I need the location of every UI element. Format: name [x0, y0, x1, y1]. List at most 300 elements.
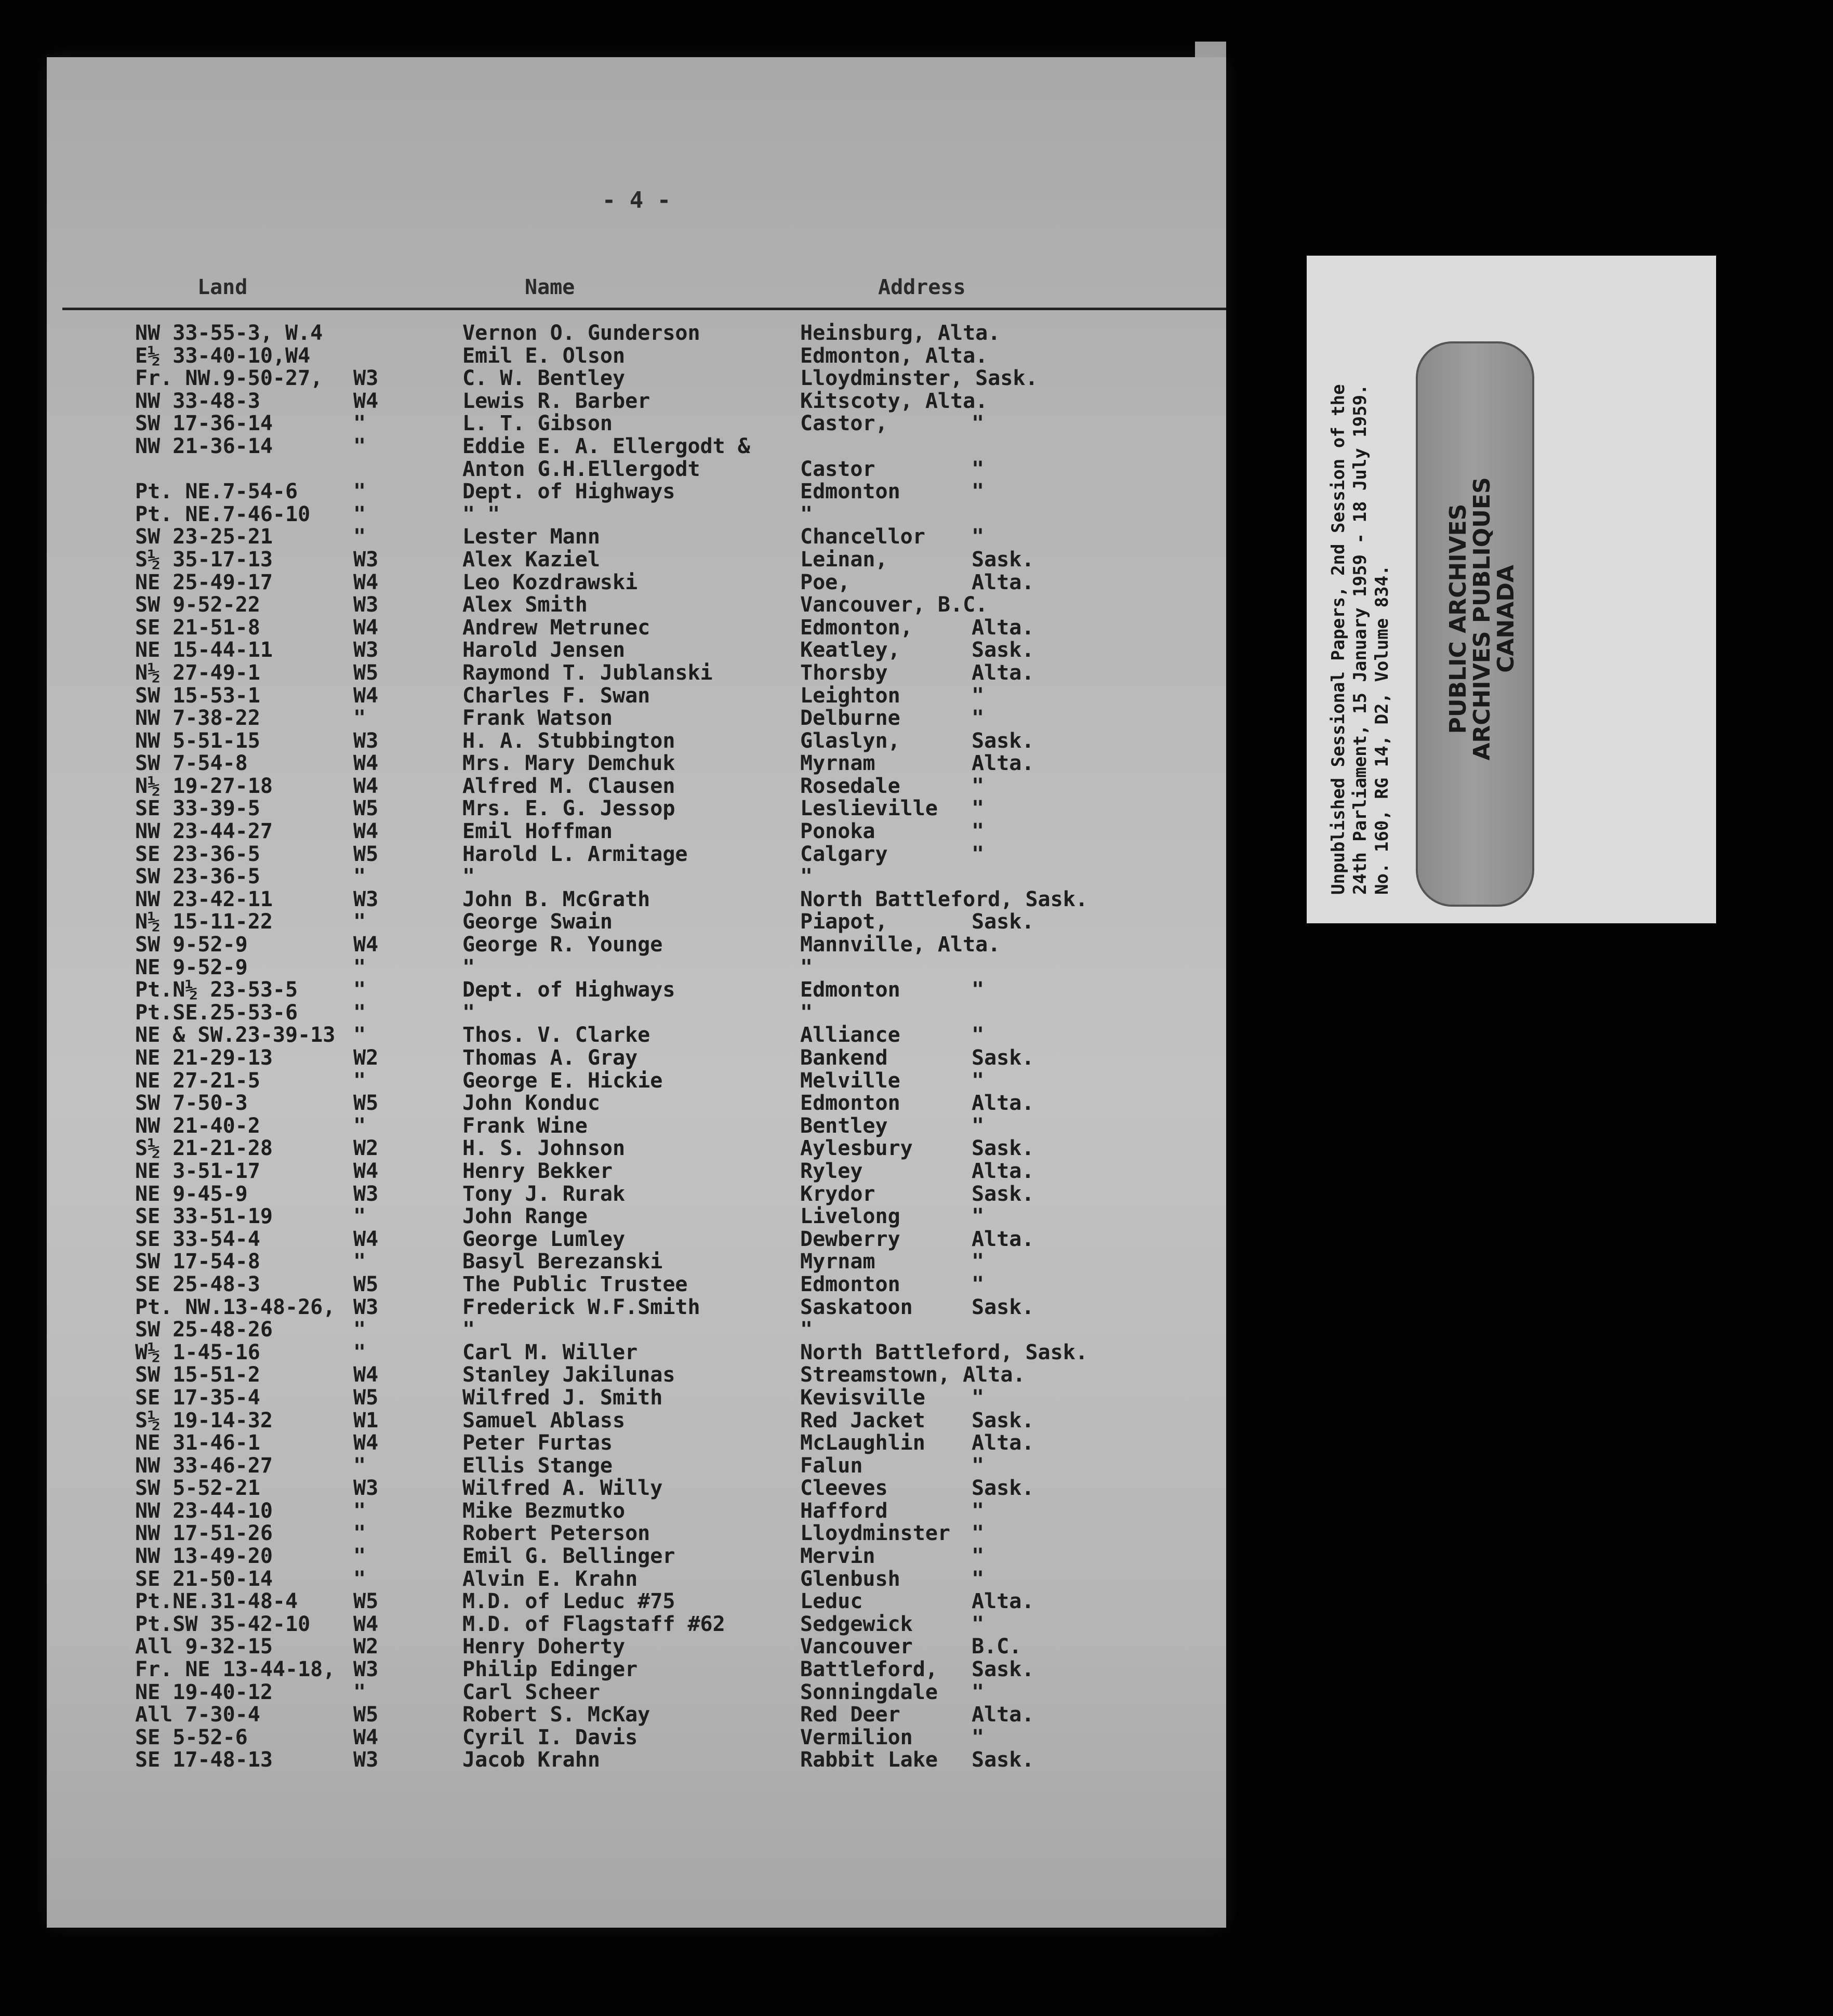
table-row [47, 662, 1226, 685]
land-cell: SE 17-48-13 [135, 1748, 273, 1772]
land-cell: Pt.SW 35-42-10 [135, 1612, 311, 1636]
address-cell: Falun [800, 1453, 863, 1478]
province-cell: " [972, 978, 985, 1002]
meridian-cell: W3 [353, 547, 379, 572]
address-cell: Edmonton, Alta. [800, 343, 988, 368]
meridian-cell: W3 [353, 638, 379, 662]
address-cell: North Battleford, Sask. [800, 1340, 1088, 1364]
name-cell: Ellis Stange [462, 1453, 613, 1478]
province-cell: " [972, 1498, 985, 1523]
name-cell: C. W. Bentley [462, 366, 626, 391]
table-row [47, 1296, 1226, 1319]
meridian-cell: W4 [353, 1612, 379, 1636]
address-cell: Edmonton [800, 480, 900, 504]
land-cell: E½ 33-40-10,W4 [135, 343, 311, 368]
meridian-cell: " [353, 1498, 366, 1523]
meridian-cell: " [353, 434, 366, 458]
meridian-cell: W5 [353, 797, 379, 821]
table-row [47, 685, 1226, 708]
meridian-cell: W4 [353, 1431, 379, 1455]
address-cell: Alliance [800, 1023, 900, 1047]
table-row [47, 1659, 1226, 1681]
province-cell: " [972, 1680, 985, 1704]
name-cell: George Swain [462, 910, 613, 934]
address-cell: Ponoka [800, 819, 875, 844]
meridian-cell: " [353, 502, 366, 526]
label-line: Unpublished Sessional Papers, 2nd Session of the [1328, 384, 1349, 895]
province-cell: Sask. [972, 728, 1034, 753]
province-cell: " [972, 480, 985, 504]
name-cell: Anton G.H.Ellergodt [462, 457, 700, 481]
land-cell: Pt.SE.25-53-6 [135, 1000, 298, 1025]
land-cell: SE 33-51-19 [135, 1204, 273, 1229]
meridian-cell: W3 [353, 1748, 379, 1772]
name-cell: H. S. Johnson [462, 1136, 626, 1161]
meridian-cell: " [353, 480, 366, 504]
land-cell: SW 17-36-14 [135, 412, 273, 436]
name-cell: Emil E. Olson [462, 343, 626, 368]
table-row [47, 1047, 1226, 1070]
table-row [47, 1070, 1226, 1093]
name-cell: Mrs. Mary Demchuk [462, 751, 675, 776]
table-row [47, 1432, 1226, 1455]
land-cell: NW 13-49-20 [135, 1544, 273, 1569]
address-cell: Vancouver, B.C. [800, 593, 988, 617]
name-cell: Vernon O. Gunderson [462, 321, 700, 345]
meridian-cell: " [353, 525, 366, 549]
province-cell: Alta. [972, 1091, 1034, 1116]
address-cell: Bentley [800, 1113, 888, 1138]
land-cell: Pt. NE.7-54-6 [135, 480, 298, 504]
table-row [47, 1205, 1226, 1228]
address-cell: Lloydminster, Sask. [800, 366, 1038, 391]
table-row [47, 1522, 1226, 1545]
header-address: Address [878, 275, 966, 299]
meridian-cell: " [353, 1113, 366, 1138]
land-cell: Pt. NW.13-48-26, [135, 1295, 336, 1319]
address-cell: Dewberry [800, 1227, 900, 1251]
address-cell: " [800, 502, 813, 526]
stamp-line: PUBLIC ARCHIVES [1445, 503, 1471, 734]
table-row [47, 1681, 1226, 1704]
address-cell: Leslieville [800, 797, 938, 821]
meridian-cell: " [353, 1544, 366, 1569]
table-row [47, 1251, 1226, 1274]
name-cell: M.D. of Leduc #75 [462, 1589, 675, 1614]
table-row [47, 1568, 1226, 1591]
land-cell: Fr. NE 13-44-18, [135, 1657, 336, 1682]
meridian-cell: " [353, 1680, 366, 1704]
land-cell: SE 5-52-6 [135, 1725, 248, 1749]
address-cell: Glenbush [800, 1567, 900, 1591]
province-cell: Alta. [972, 751, 1034, 776]
meridian-cell: " [353, 978, 366, 1002]
address-cell: Kevisville [800, 1385, 925, 1410]
province-cell: " [972, 706, 985, 731]
name-cell: John Konduc [462, 1091, 600, 1116]
land-cell: NE & SW.23-39-13 [135, 1023, 336, 1047]
land-cell: SW 23-25-21 [135, 525, 273, 549]
name-cell: Carl Scheer [462, 1680, 600, 1704]
province-cell: Sask. [972, 1295, 1034, 1319]
land-cell: SE 17-35-4 [135, 1385, 260, 1410]
land-cell: NW 21-36-14 [135, 434, 273, 458]
province-cell: Alta. [972, 660, 1034, 685]
meridian-cell: W3 [353, 366, 379, 391]
table-row [47, 1160, 1226, 1183]
name-cell: Jacob Krahn [462, 1748, 600, 1772]
name-cell: Wilfred J. Smith [462, 1385, 663, 1410]
table-row [47, 911, 1226, 934]
address-cell: Vermilion [800, 1725, 913, 1749]
meridian-cell: W4 [353, 774, 379, 798]
table-row [47, 1613, 1226, 1636]
province-cell: " [972, 412, 985, 436]
province-cell: " [972, 842, 985, 866]
meridian-cell: W2 [353, 1046, 379, 1070]
archive-label-card [1307, 256, 1716, 923]
name-cell: Stanley Jakilunas [462, 1363, 675, 1387]
meridian-cell: " [353, 1453, 366, 1478]
meridian-cell: W4 [353, 389, 379, 413]
name-cell: Cyril I. Davis [462, 1725, 638, 1749]
province-cell: " [972, 797, 985, 821]
meridian-cell: W5 [353, 842, 379, 866]
land-cell: NW 7-38-22 [135, 706, 260, 731]
name-cell: Frank Watson [462, 706, 613, 731]
land-cell: NE 27-21-5 [135, 1068, 260, 1093]
name-cell: Lester Mann [462, 525, 600, 549]
province-cell: Sask. [972, 1476, 1034, 1501]
land-cell: NE 19-40-12 [135, 1680, 273, 1704]
address-cell: Chancellor [800, 525, 925, 549]
land-cell: SW 9-52-22 [135, 593, 260, 617]
name-cell: " " [462, 502, 500, 526]
name-cell: Henry Doherty [462, 1635, 626, 1659]
land-cell: NW 23-42-11 [135, 887, 273, 911]
address-cell: Thorsby [800, 660, 888, 685]
province-cell: " [972, 1612, 985, 1636]
province-cell: " [972, 683, 985, 708]
address-cell: Sedgewick [800, 1612, 913, 1636]
name-cell: Samuel Ablass [462, 1408, 626, 1433]
address-cell: Heinsburg, Alta. [800, 321, 1001, 345]
name-cell: George Lumley [462, 1227, 626, 1251]
address-cell: Saskatoon [800, 1295, 913, 1319]
land-cell: SW 5-52-21 [135, 1476, 260, 1501]
province-cell: Sask. [972, 547, 1034, 572]
table-row [47, 820, 1226, 843]
table-row [47, 1590, 1226, 1613]
meridian-cell: W2 [353, 1635, 379, 1659]
meridian-cell: W3 [353, 1476, 379, 1501]
name-cell: Charles F. Swan [462, 683, 650, 708]
meridian-cell: W4 [353, 570, 379, 594]
address-cell: Myrnam [800, 1250, 875, 1274]
province-cell: " [972, 1385, 985, 1410]
land-cell: NE 25-49-17 [135, 570, 273, 594]
address-cell: Calgary [800, 842, 888, 866]
name-cell: Leo Kozdrawski [462, 570, 638, 594]
meridian-cell: " [353, 1340, 366, 1364]
province-cell: " [972, 1204, 985, 1229]
table-row [47, 934, 1226, 957]
address-cell: Hafford [800, 1498, 888, 1523]
land-cell: Pt. NE.7-46-10 [135, 502, 311, 526]
name-cell: Alex Kaziel [462, 547, 600, 572]
name-cell: John Range [462, 1204, 588, 1229]
land-cell: SE 23-36-5 [135, 842, 260, 866]
table-row [47, 1364, 1226, 1387]
land-table [47, 322, 1226, 1772]
land-cell: Pt.N½ 23-53-5 [135, 978, 298, 1002]
table-row [47, 435, 1226, 458]
land-cell: Pt.NE.31-48-4 [135, 1589, 298, 1614]
name-cell: Frank Wine [462, 1113, 588, 1138]
table-row [47, 1500, 1226, 1523]
meridian-cell: W3 [353, 1182, 379, 1206]
land-cell: NW 23-44-27 [135, 819, 273, 844]
land-cell: NW 5-51-15 [135, 728, 260, 753]
meridian-cell: W4 [353, 1159, 379, 1183]
table-row [47, 1749, 1226, 1772]
address-cell: Edmonton [800, 1272, 900, 1296]
land-cell: NE 21-29-13 [135, 1046, 273, 1070]
name-cell: Wilfred A. Willy [462, 1476, 663, 1501]
table-row [47, 1727, 1226, 1749]
name-cell: The Public Trustee [462, 1272, 688, 1296]
land-cell: SW 7-50-3 [135, 1091, 248, 1116]
name-cell: Alfred M. Clausen [462, 774, 675, 798]
address-cell: Mervin [800, 1544, 875, 1569]
address-cell: Livelong [800, 1204, 900, 1229]
table-row [47, 1410, 1226, 1433]
address-cell: North Battleford, Sask. [800, 887, 1088, 911]
name-cell: Alvin E. Krahn [462, 1567, 638, 1591]
table-row [47, 979, 1226, 1002]
name-cell: Dept. of Highways [462, 480, 675, 504]
province-cell: Sask. [972, 1136, 1034, 1161]
name-cell: John B. McGrath [462, 887, 650, 911]
land-cell: NW 33-48-3 [135, 389, 260, 413]
land-cell: S½ 21-21-28 [135, 1136, 273, 1161]
table-row [47, 1342, 1226, 1364]
land-cell: S½ 35-17-13 [135, 547, 273, 572]
land-cell: SW 17-54-8 [135, 1250, 260, 1274]
name-cell: George R. Younge [462, 933, 663, 957]
name-cell: Mike Bezmutko [462, 1498, 626, 1523]
province-cell: " [972, 457, 985, 481]
meridian-cell: W5 [353, 1385, 379, 1410]
meridian-cell: " [353, 1204, 366, 1229]
land-cell: SE 25-48-3 [135, 1272, 260, 1296]
address-cell: Streamstown, Alta. [800, 1363, 1026, 1387]
meridian-cell: W4 [353, 819, 379, 844]
province-cell: Sask. [972, 1182, 1034, 1206]
table-row [47, 752, 1226, 775]
province-cell: " [972, 819, 985, 844]
address-cell: McLaughlin [800, 1431, 925, 1455]
address-cell: " [800, 955, 813, 979]
table-row [47, 775, 1226, 798]
meridian-cell: W5 [353, 660, 379, 685]
name-cell: M.D. of Flagstaff #62 [462, 1612, 725, 1636]
province-cell: " [972, 1544, 985, 1569]
meridian-cell: W4 [353, 751, 379, 776]
meridian-cell: W5 [353, 1589, 379, 1614]
meridian-cell: W4 [353, 683, 379, 708]
address-cell: Rabbit Lake [800, 1748, 938, 1772]
land-cell: SW 9-52-9 [135, 933, 248, 957]
name-cell: Raymond T. Jublanski [462, 660, 713, 685]
name-cell: Harold Jensen [462, 638, 626, 662]
name-cell: Harold L. Armitage [462, 842, 688, 866]
table-row [47, 549, 1226, 572]
land-cell: N½ 19-27-18 [135, 774, 273, 798]
table-row [47, 322, 1226, 345]
address-cell: Sonningdale [800, 1680, 938, 1704]
address-cell: Piapot, [800, 910, 888, 934]
land-cell: S½ 19-14-32 [135, 1408, 273, 1433]
table-row [47, 1477, 1226, 1500]
address-cell: Ryley [800, 1159, 863, 1183]
meridian-cell: " [353, 1068, 366, 1093]
land-cell: SW 25-48-26 [135, 1318, 273, 1342]
stamp-line: CANADA [1493, 565, 1519, 673]
table-row [47, 1137, 1226, 1160]
table-row [47, 798, 1226, 820]
province-cell: " [972, 1567, 985, 1591]
archives-stamp [1416, 341, 1534, 907]
province-cell: Sask. [972, 910, 1034, 934]
table-row [47, 843, 1226, 866]
meridian-cell: " [353, 1521, 366, 1546]
name-cell: Emil G. Bellinger [462, 1544, 675, 1569]
address-cell: Red Jacket [800, 1408, 925, 1433]
land-cell: NE 3-51-17 [135, 1159, 260, 1183]
meridian-cell: " [353, 910, 366, 934]
province-cell: " [972, 1113, 985, 1138]
address-cell: Delburne [800, 706, 900, 731]
province-cell: Sask. [972, 638, 1034, 662]
table-row [47, 1319, 1226, 1342]
name-cell: " [462, 865, 475, 889]
province-cell: " [972, 1521, 985, 1546]
meridian-cell: W5 [353, 1091, 379, 1116]
province-cell: " [972, 1453, 985, 1478]
address-cell: Myrnam [800, 751, 875, 776]
address-cell: " [800, 865, 813, 889]
meridian-cell: W3 [353, 593, 379, 617]
table-row [47, 413, 1226, 435]
name-cell: " [462, 1000, 475, 1025]
meridian-cell: W5 [353, 1272, 379, 1296]
archive-label-text [1327, 271, 1393, 895]
table-row [47, 1455, 1226, 1478]
header-land: Land [197, 275, 248, 299]
meridian-cell: W3 [353, 728, 379, 753]
address-cell: Bankend [800, 1046, 888, 1070]
address-cell: Castor, [800, 412, 888, 436]
address-cell: Melville [800, 1068, 900, 1093]
label-line: 24th Parliament, 15 January 1959 - 18 July 1959. [1350, 384, 1371, 895]
province-cell: Alta. [972, 1703, 1034, 1727]
address-cell: Edmonton [800, 1091, 900, 1116]
land-cell: NE 9-45-9 [135, 1182, 248, 1206]
province-cell: Sask. [972, 1408, 1034, 1433]
address-cell: Leduc [800, 1589, 863, 1614]
meridian-cell: W1 [353, 1408, 379, 1433]
land-cell: NW 21-40-2 [135, 1113, 260, 1138]
land-cell: SE 33-39-5 [135, 797, 260, 821]
province-cell: Alta. [972, 1589, 1034, 1614]
meridian-cell: W4 [353, 1725, 379, 1749]
table-row [47, 1024, 1226, 1047]
meridian-cell: W3 [353, 1657, 379, 1682]
table-row [47, 526, 1226, 549]
province-cell: " [972, 525, 985, 549]
address-cell: Edmonton, [800, 615, 913, 640]
meridian-cell: W2 [353, 1136, 379, 1161]
table-row [47, 730, 1226, 753]
land-cell: W½ 1-45-16 [135, 1340, 260, 1364]
land-cell: NW 23-44-10 [135, 1498, 273, 1523]
meridian-cell: " [353, 1023, 366, 1047]
table-row [47, 707, 1226, 730]
meridian-cell: W5 [353, 1703, 379, 1727]
land-cell: NW 33-55-3, W.4 [135, 321, 323, 345]
meridian-cell: W3 [353, 887, 379, 911]
table-row [47, 594, 1226, 617]
land-cell: NE 31-46-1 [135, 1431, 260, 1455]
name-cell: Basyl Berezanski [462, 1250, 663, 1274]
address-cell: " [800, 1000, 813, 1025]
meridian-cell: W4 [353, 1363, 379, 1387]
table-row [47, 888, 1226, 911]
meridian-cell: " [353, 412, 366, 436]
province-cell: Alta. [972, 1431, 1034, 1455]
page-number: - 4 - [602, 187, 671, 214]
meridian-cell: W4 [353, 933, 379, 957]
land-cell: NW 33-46-27 [135, 1453, 273, 1478]
land-cell: SW 7-54-8 [135, 751, 248, 776]
stamp-line: ARCHIVES PUBLIQUES [1469, 477, 1495, 761]
name-cell: Robert S. McKay [462, 1703, 650, 1727]
name-cell: Alex Smith [462, 593, 588, 617]
land-cell: SW 15-53-1 [135, 683, 260, 708]
province-cell: " [972, 774, 985, 798]
name-cell: Mrs. E. G. Jessop [462, 797, 675, 821]
land-cell: NE 9-52-9 [135, 955, 248, 979]
land-cell: All 9-32-15 [135, 1635, 273, 1659]
table-row [47, 957, 1226, 979]
province-cell: Alta. [972, 1227, 1034, 1251]
province-cell: Alta. [972, 615, 1034, 640]
land-cell: SW 23-36-5 [135, 865, 260, 889]
name-cell: " [462, 1318, 475, 1342]
province-cell: " [972, 1725, 985, 1749]
land-cell: Fr. NW.9-50-27, [135, 366, 323, 391]
address-cell: Mannville, Alta. [800, 933, 1001, 957]
province-cell: " [972, 1023, 985, 1047]
name-cell: " [462, 955, 475, 979]
document-page [47, 57, 1226, 1928]
table-row [47, 1092, 1226, 1115]
address-cell: Lloydminster [800, 1521, 950, 1546]
table-row [47, 866, 1226, 888]
name-cell: Peter Furtas [462, 1431, 613, 1455]
address-cell: Krydor [800, 1182, 875, 1206]
